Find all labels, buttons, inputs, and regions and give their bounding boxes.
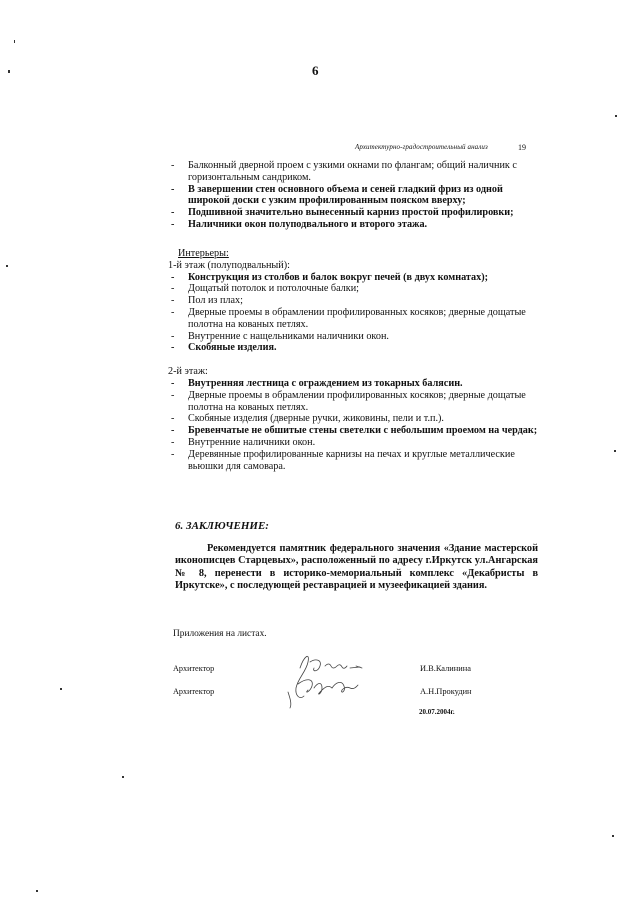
scan-speck xyxy=(60,688,62,690)
scan-speck xyxy=(14,40,15,43)
list-item: - Внутренние наличники окон. xyxy=(171,436,316,448)
list-item: - Деревянные профилированные карнизы на печах и круглые металлические вьюшки для самовара. xyxy=(171,448,515,472)
signature-role: Архитектор xyxy=(173,664,215,673)
appendix-note: Приложения на листах. xyxy=(173,629,267,639)
signature-name: И.В.Калинина xyxy=(420,664,471,673)
list-item: - В завершении стен основного объема и сеней гладкий фриз из одной широкой доски с узким профилированным пояском вверху; xyxy=(171,183,503,207)
interiors-heading: Интерьеры: xyxy=(178,248,229,259)
interiors-section xyxy=(168,248,538,472)
scan-speck xyxy=(612,835,614,837)
list-item: - Внутренние с нащельниками наличники окон. xyxy=(171,330,389,342)
scan-speck xyxy=(36,890,38,892)
list-item: - Подшивной значительно вынесенный карниз простой профилировки; xyxy=(171,207,514,219)
list-item: - Наличники окон полуподвального и второго этажа. xyxy=(171,218,428,230)
running-header-page: 19 xyxy=(518,143,526,152)
floor2-title: 2-й этаж: xyxy=(168,366,208,378)
conclusion-text: Рекомендуется памятник федерального значения «Здание мастерской иконописцев Старцевых», расположенный по адресу г.Иркутск ул.Ангарская № 8, перенести в историко-мемориальный комплекс «Декабристы в Иркутске», с последующей реставрацией и музеефикацией здания. xyxy=(175,543,538,592)
handwritten-signature xyxy=(270,648,390,710)
scan-speck xyxy=(122,776,124,778)
signature-role: Архитектор xyxy=(173,687,215,696)
list-item: - Дверные проемы в обрамлении профилированных косяков; дверные дощатые полотна на кованых петлях. xyxy=(171,389,526,413)
scan-speck xyxy=(6,265,8,267)
signature-date: 20.07.2004г. xyxy=(419,708,455,716)
floor1-title: 1-й этаж (полуподвальный): xyxy=(168,259,290,271)
scan-speck xyxy=(8,70,10,73)
conclusion-heading: 6. ЗАКЛЮЧЕНИЕ: xyxy=(175,520,269,532)
list-item: - Внутренняя лестница с ограждением из токарных балясин. xyxy=(171,377,463,389)
list-item: - Балконный дверной проем с узкими окнами по флангам; общий наличник с горизонтальным сандриком. xyxy=(171,160,517,183)
signature-name: А.Н.Прокудин xyxy=(420,687,472,696)
list-item: - Бревенчатые не обшитые стены светелки с небольшим проемом на чердак; xyxy=(171,425,538,437)
scan-speck xyxy=(615,115,617,117)
list-item: - Конструкция из столбов и балок вокруг печей (в двух комнатах); xyxy=(171,271,489,283)
scan-speck xyxy=(614,450,616,452)
list-item: - Дверные проемы в обрамлении профилированных косяков; дверные дощатые полотна на кованых петлях. xyxy=(171,306,526,330)
running-header-title: Архитектурно-градостроительный анализ xyxy=(355,143,488,151)
list-item: - Скобяные изделия. xyxy=(171,342,277,354)
exterior-list xyxy=(168,160,538,231)
list-item: - Дощатый потолок и потолочные балки; xyxy=(171,283,360,295)
list-item: - Пол из плах; xyxy=(171,295,243,307)
page-number: 6 xyxy=(312,63,319,78)
list-item: - Скобяные изделия (дверные ручки, жиковины, пели и т.п.). xyxy=(171,413,444,425)
